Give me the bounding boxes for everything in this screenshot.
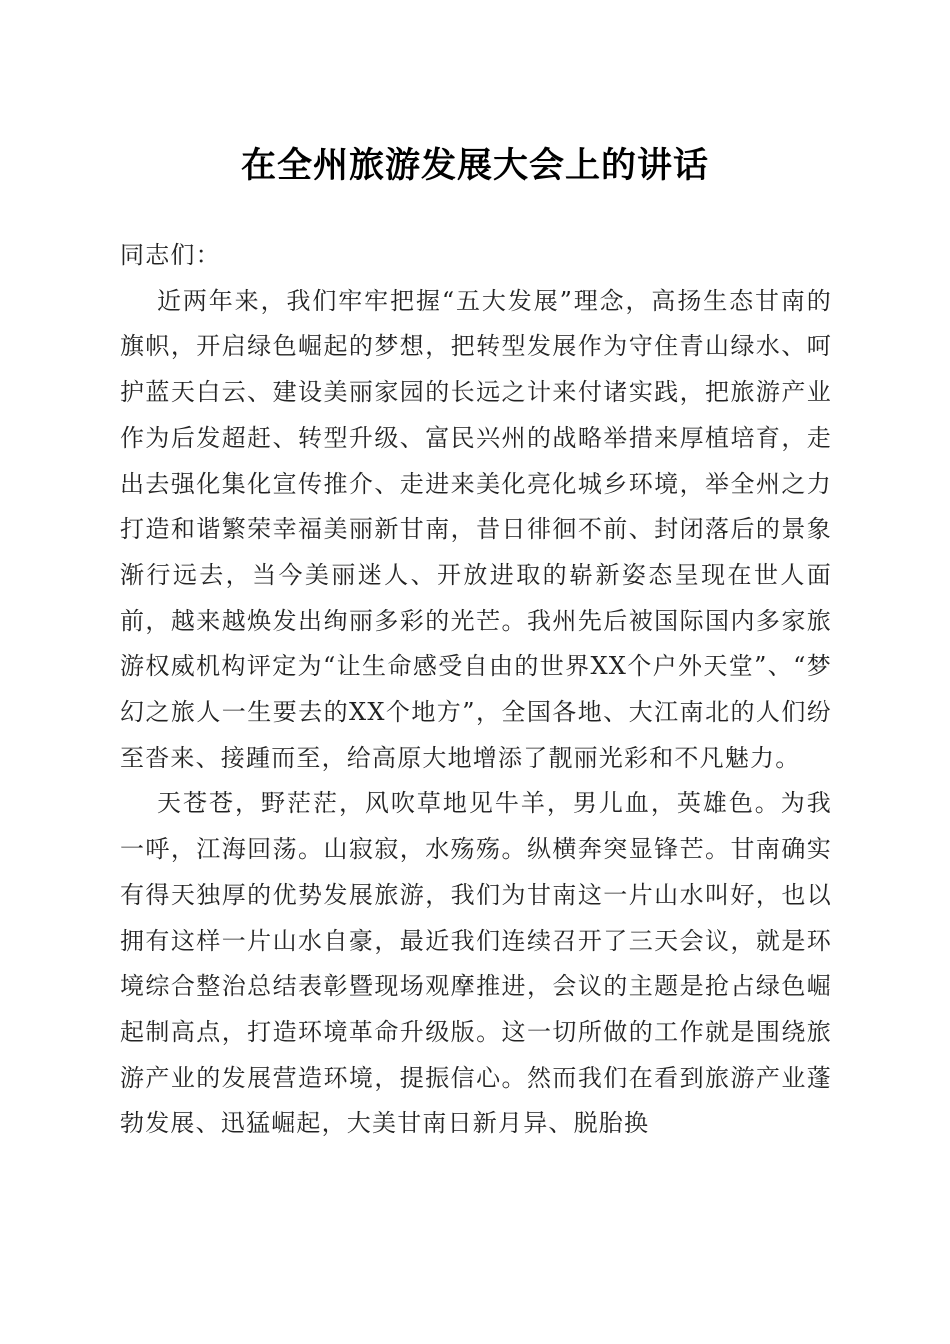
document-title: 在全州旅游发展大会上的讲话 (240, 145, 709, 186)
paragraph-2: 天苍苍，野茫茫，风吹草地见牛羊，男儿血，英雄色。为我一呼，江海回荡。山寂寂，水殇殇。纵横奔突显锋芒。甘南确实有得天独厚的优势发展旅游，我们为甘南这一片山水叫好，也以拥有这样一片山水自豪，最近我们连续召开了三天会议，就是环境综合整治总结表彰暨现场观摩推进，会议的主题是抢占绿色崛起制高点，打造环境革命升级版。这一切所做的工作就是围绕旅游产业的发展营造环境，提振信心。然而我们在看到旅游产业蓬勃发展、迅猛崛起，大美甘南日新月异、脱胎换 (120, 789, 832, 1138)
document-body (120, 233, 832, 1147)
paragraph-1: 近两年来，我们牢牢把握“五大发展”理念，高扬生态甘南的旗帜，开启绿色崛起的梦想，把转型发展作为守住青山绿水、呵护蓝天白云、建设美丽家园的长远之计来付诸实践，把旅游产业作为后发超赶、转型升级、富民兴州的战略举措来厚植培育，走出去强化集化宣传推介、走进来美化亮化城乡环境，举全州之力打造和谐繁荣幸福美丽新甘南，昔日徘徊不前、封闭落后的景象渐行远去，当今美丽迷人、开放进取的崭新姿态呈现在世人面前，越来越焕发出绚丽多彩的光芒。我州先后被国际国内多家旅游权威机构评定为“让生命感受自由的世界XX个户外天堂”、“梦幻之旅人一生要去的XX个地方”，全国各地、大江南北的人们纷至沓来、接踵而至，给高原大地增添了靓丽光彩和不凡魅力。 (120, 286, 832, 772)
salutation: 同志们： (120, 241, 221, 269)
